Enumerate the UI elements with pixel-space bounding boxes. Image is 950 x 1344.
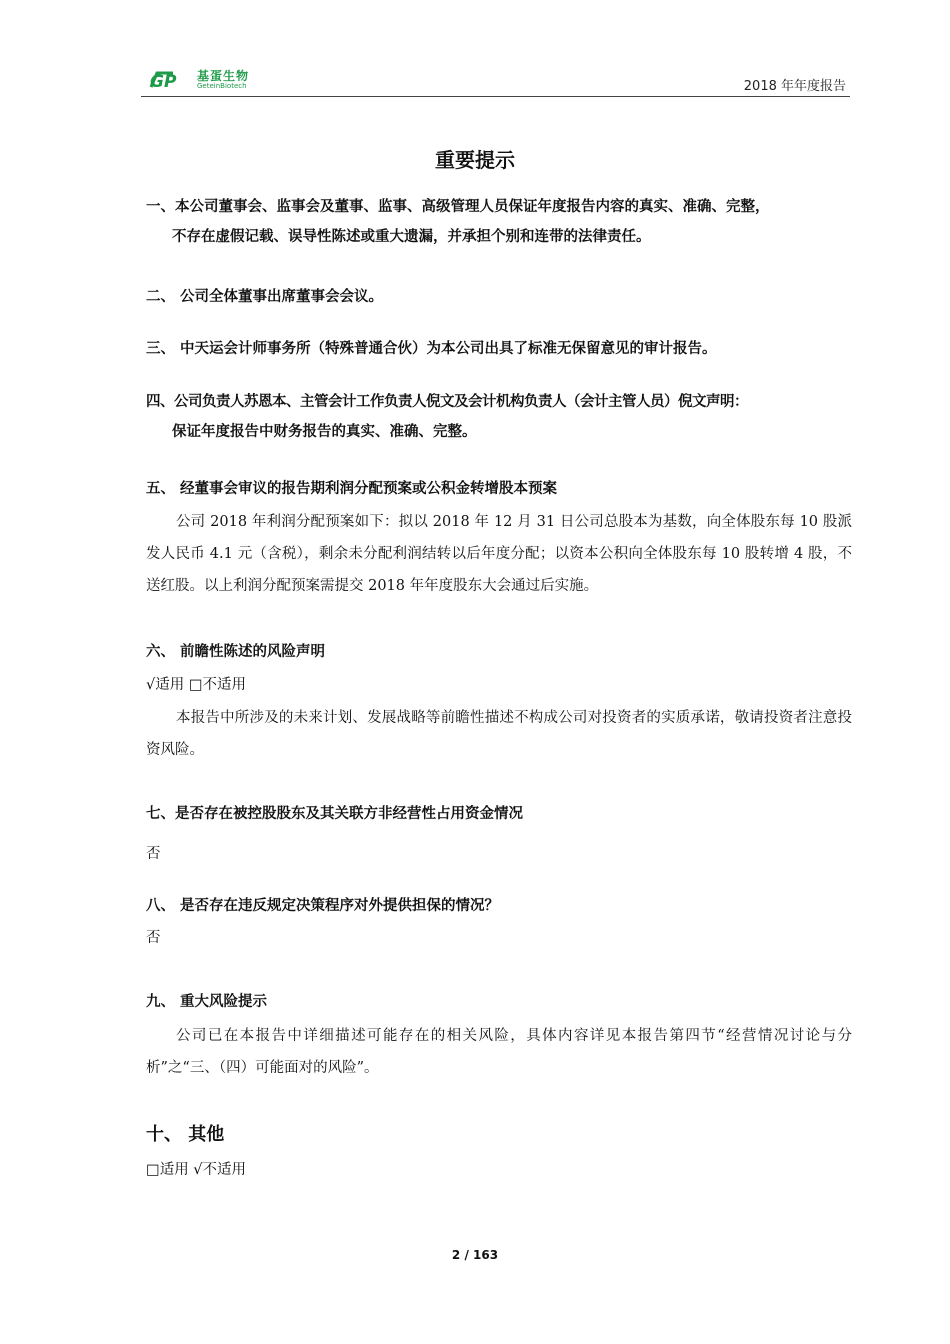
logo-english: GeteinBiotech (197, 82, 247, 90)
item-nine-body: 公司已在本报告中详细描述可能存在的相关风险，具体内容详见本报告第四节“经营情况讨论与分析”之“三、（四）可能面对的风险”。 (146, 1028, 852, 1076)
item-six-checkbox: √适用 □不适用 (146, 677, 247, 693)
page-header (141, 62, 850, 97)
page-number: 2 / 163 (451, 1248, 499, 1262)
item-one (146, 192, 852, 252)
company-logo (147, 68, 249, 92)
item-four-line1: 四、公司负责人苏恩本、主管会计工作负责人倪文及会计机构负责人（会计主管人员）倪文声明： (146, 394, 748, 410)
item-five-body: 公司 2018 年利润分配预案如下：拟以 2018 年 12 月 31 日公司总股本为基数，向全体股东每 10 股派发人民币 4.1 元（含税），剩余未分配利润结转以后年度分配；以资本公积向全体股东每 10 股转增 4 股，不送红股。以上利润分配预案需提交 2018 年年度股东大会通过后实施。 (146, 514, 852, 594)
item-six-body: 本报告中所涉及的未来计划、发展战略等前瞻性描述不构成公司对投资者的实质承诺，敬请投资者注意投资风险。 (146, 710, 852, 758)
item-six-heading: 六、 前瞻性陈述的风险声明 (146, 644, 326, 660)
item-one-line1: 一、本公司董事会、监事会及董事、监事、高级管理人员保证年度报告内容的真实、准确、完整， (146, 199, 770, 215)
logo-mark-text: GP (150, 72, 177, 91)
item-ten-checkbox: □适用 √不适用 (146, 1162, 247, 1178)
item-four (146, 387, 852, 447)
item-nine-heading: 九、 重大风险提示 (146, 994, 268, 1010)
report-title: 2018 年年度报告 (743, 79, 846, 94)
item-four-line2: 保证年度报告中财务报告的真实、准确、完整。 (172, 424, 477, 440)
item-eight-answer: 否 (146, 930, 161, 946)
item-five-heading: 五、 经董事会审议的报告期利润分配预案或公积金转增股本预案 (146, 481, 558, 497)
item-three: 三、 中天运会计师事务所（特殊普通合伙）为本公司出具了标准无保留意见的审计报告。 (146, 341, 717, 357)
item-one-line2: 不存在虚假记载、误导性陈述或重大遗漏，并承担个别和连带的法律责任。 (172, 229, 651, 245)
item-ten-heading: 十、 其他 (146, 1124, 225, 1145)
page-title: 重要提示 (435, 148, 515, 172)
logo-chinese: 基蛋生物 (197, 69, 250, 83)
logo-mark-icon (147, 69, 193, 91)
item-eight-heading: 八、 是否存在违反规定决策程序对外提供担保的情况？ (146, 898, 500, 914)
item-two: 二、 公司全体董事出席董事会会议。 (146, 289, 384, 305)
item-seven-answer: 否 (146, 846, 161, 862)
item-seven-heading: 七、是否存在被控股股东及其关联方非经营性占用资金情况 (146, 806, 523, 822)
